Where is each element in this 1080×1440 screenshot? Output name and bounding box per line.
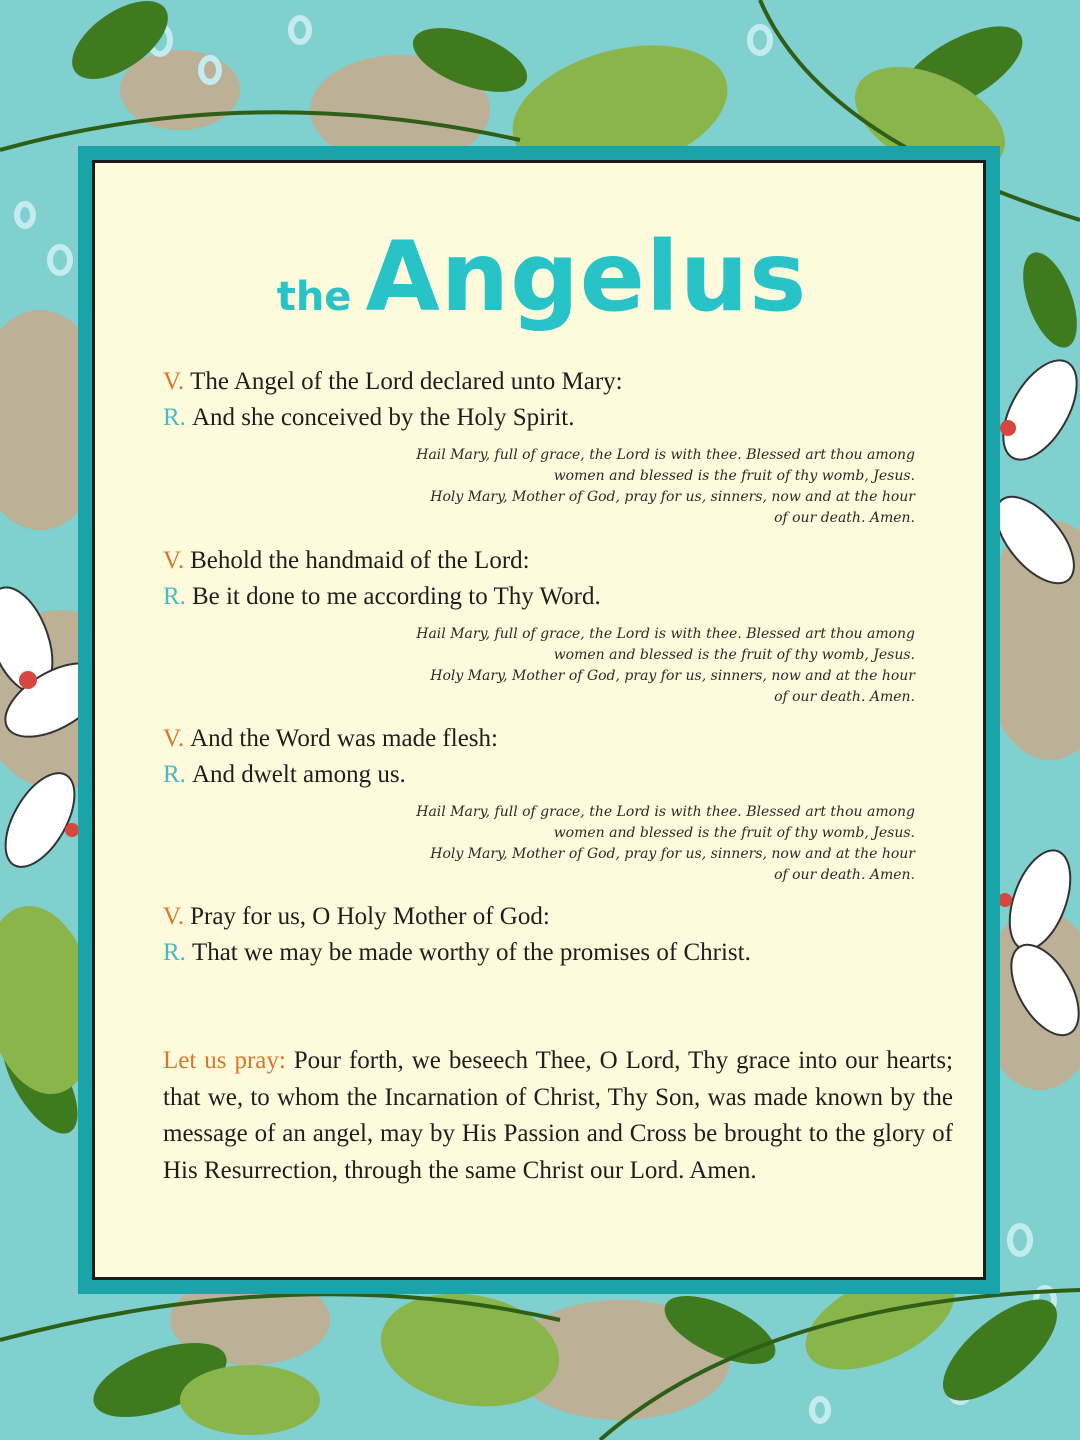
closing-text: Pour forth, we beseech Thee, O Lord, Thy grace into our hearts; that we, to whom the Incarnation of Christ, Thy Son, was made known by the message of an angel, may by His Passion and Cross be brought to the glory of His Resurrection, through the same Christ our Lord. Amen.: [163, 1047, 953, 1184]
versicle-text: Behold the handmaid of the Lord:: [190, 547, 530, 574]
teal-frame: [78, 146, 1000, 1294]
hail-mary-1: [355, 445, 915, 529]
page-title: [95, 221, 989, 361]
response-1: [163, 404, 575, 432]
response-2: [163, 583, 601, 611]
versicle-tag: V.: [163, 547, 185, 574]
response-tag: R.: [163, 404, 186, 431]
versicle-tag: V.: [163, 725, 185, 752]
hail-line: of our death. Amen.: [774, 689, 915, 705]
versicle-4: [163, 903, 550, 931]
versicle-text: Pray for us, O Holy Mother of God:: [190, 903, 550, 930]
versicle-2: [163, 547, 530, 575]
hail-line: Hail Mary, full of grace, the Lord is with thee. Blessed art thou among: [416, 447, 915, 463]
versicle-1: [163, 368, 623, 396]
versicle-tag: V.: [163, 903, 185, 930]
response-tag: R.: [163, 761, 186, 788]
hail-line: Hail Mary, full of grace, the Lord is with thee. Blessed art thou among: [416, 626, 915, 642]
hail-line: Hail Mary, full of grace, the Lord is with thee. Blessed art thou among: [416, 804, 915, 820]
hail-line: women and blessed is the fruit of thy womb, Jesus.: [553, 647, 915, 663]
versicle-3: [163, 725, 498, 753]
response-tag: R.: [163, 939, 186, 966]
hail-line: of our death. Amen.: [774, 867, 915, 883]
hail-mary-2: [355, 624, 915, 708]
hail-line: Holy Mary, Mother of God, pray for us, sinners, now and at the hour: [430, 668, 915, 684]
response-3: [163, 761, 406, 789]
response-tag: R.: [163, 583, 186, 610]
hail-line: women and blessed is the fruit of thy womb, Jesus.: [553, 468, 915, 484]
response-text: And dwelt among us.: [191, 761, 406, 788]
closing-prayer: [163, 1043, 953, 1189]
title-prefix: the: [276, 274, 352, 320]
versicle-text: And the Word was made flesh:: [190, 725, 498, 752]
hail-line: Holy Mary, Mother of God, pray for us, sinners, now and at the hour: [430, 489, 915, 505]
response-text: That we may be made worthy of the promises of Christ.: [191, 939, 751, 966]
versicle-tag: V.: [163, 368, 185, 395]
versicle-text: The Angel of the Lord declared unto Mary:: [190, 368, 623, 395]
hail-line: Holy Mary, Mother of God, pray for us, sinners, now and at the hour: [430, 846, 915, 862]
prayer-card: [92, 160, 986, 1280]
response-text: And she conceived by the Holy Spirit.: [191, 404, 575, 431]
response-text: Be it done to me according to Thy Word.: [191, 583, 601, 610]
hail-line: women and blessed is the fruit of thy womb, Jesus.: [553, 825, 915, 841]
response-4: [163, 939, 751, 967]
hail-mary-3: [355, 802, 915, 886]
title-main: Angelus: [365, 221, 808, 333]
closing-lead: Let us pray:: [163, 1047, 286, 1074]
hail-line: of our death. Amen.: [774, 510, 915, 526]
